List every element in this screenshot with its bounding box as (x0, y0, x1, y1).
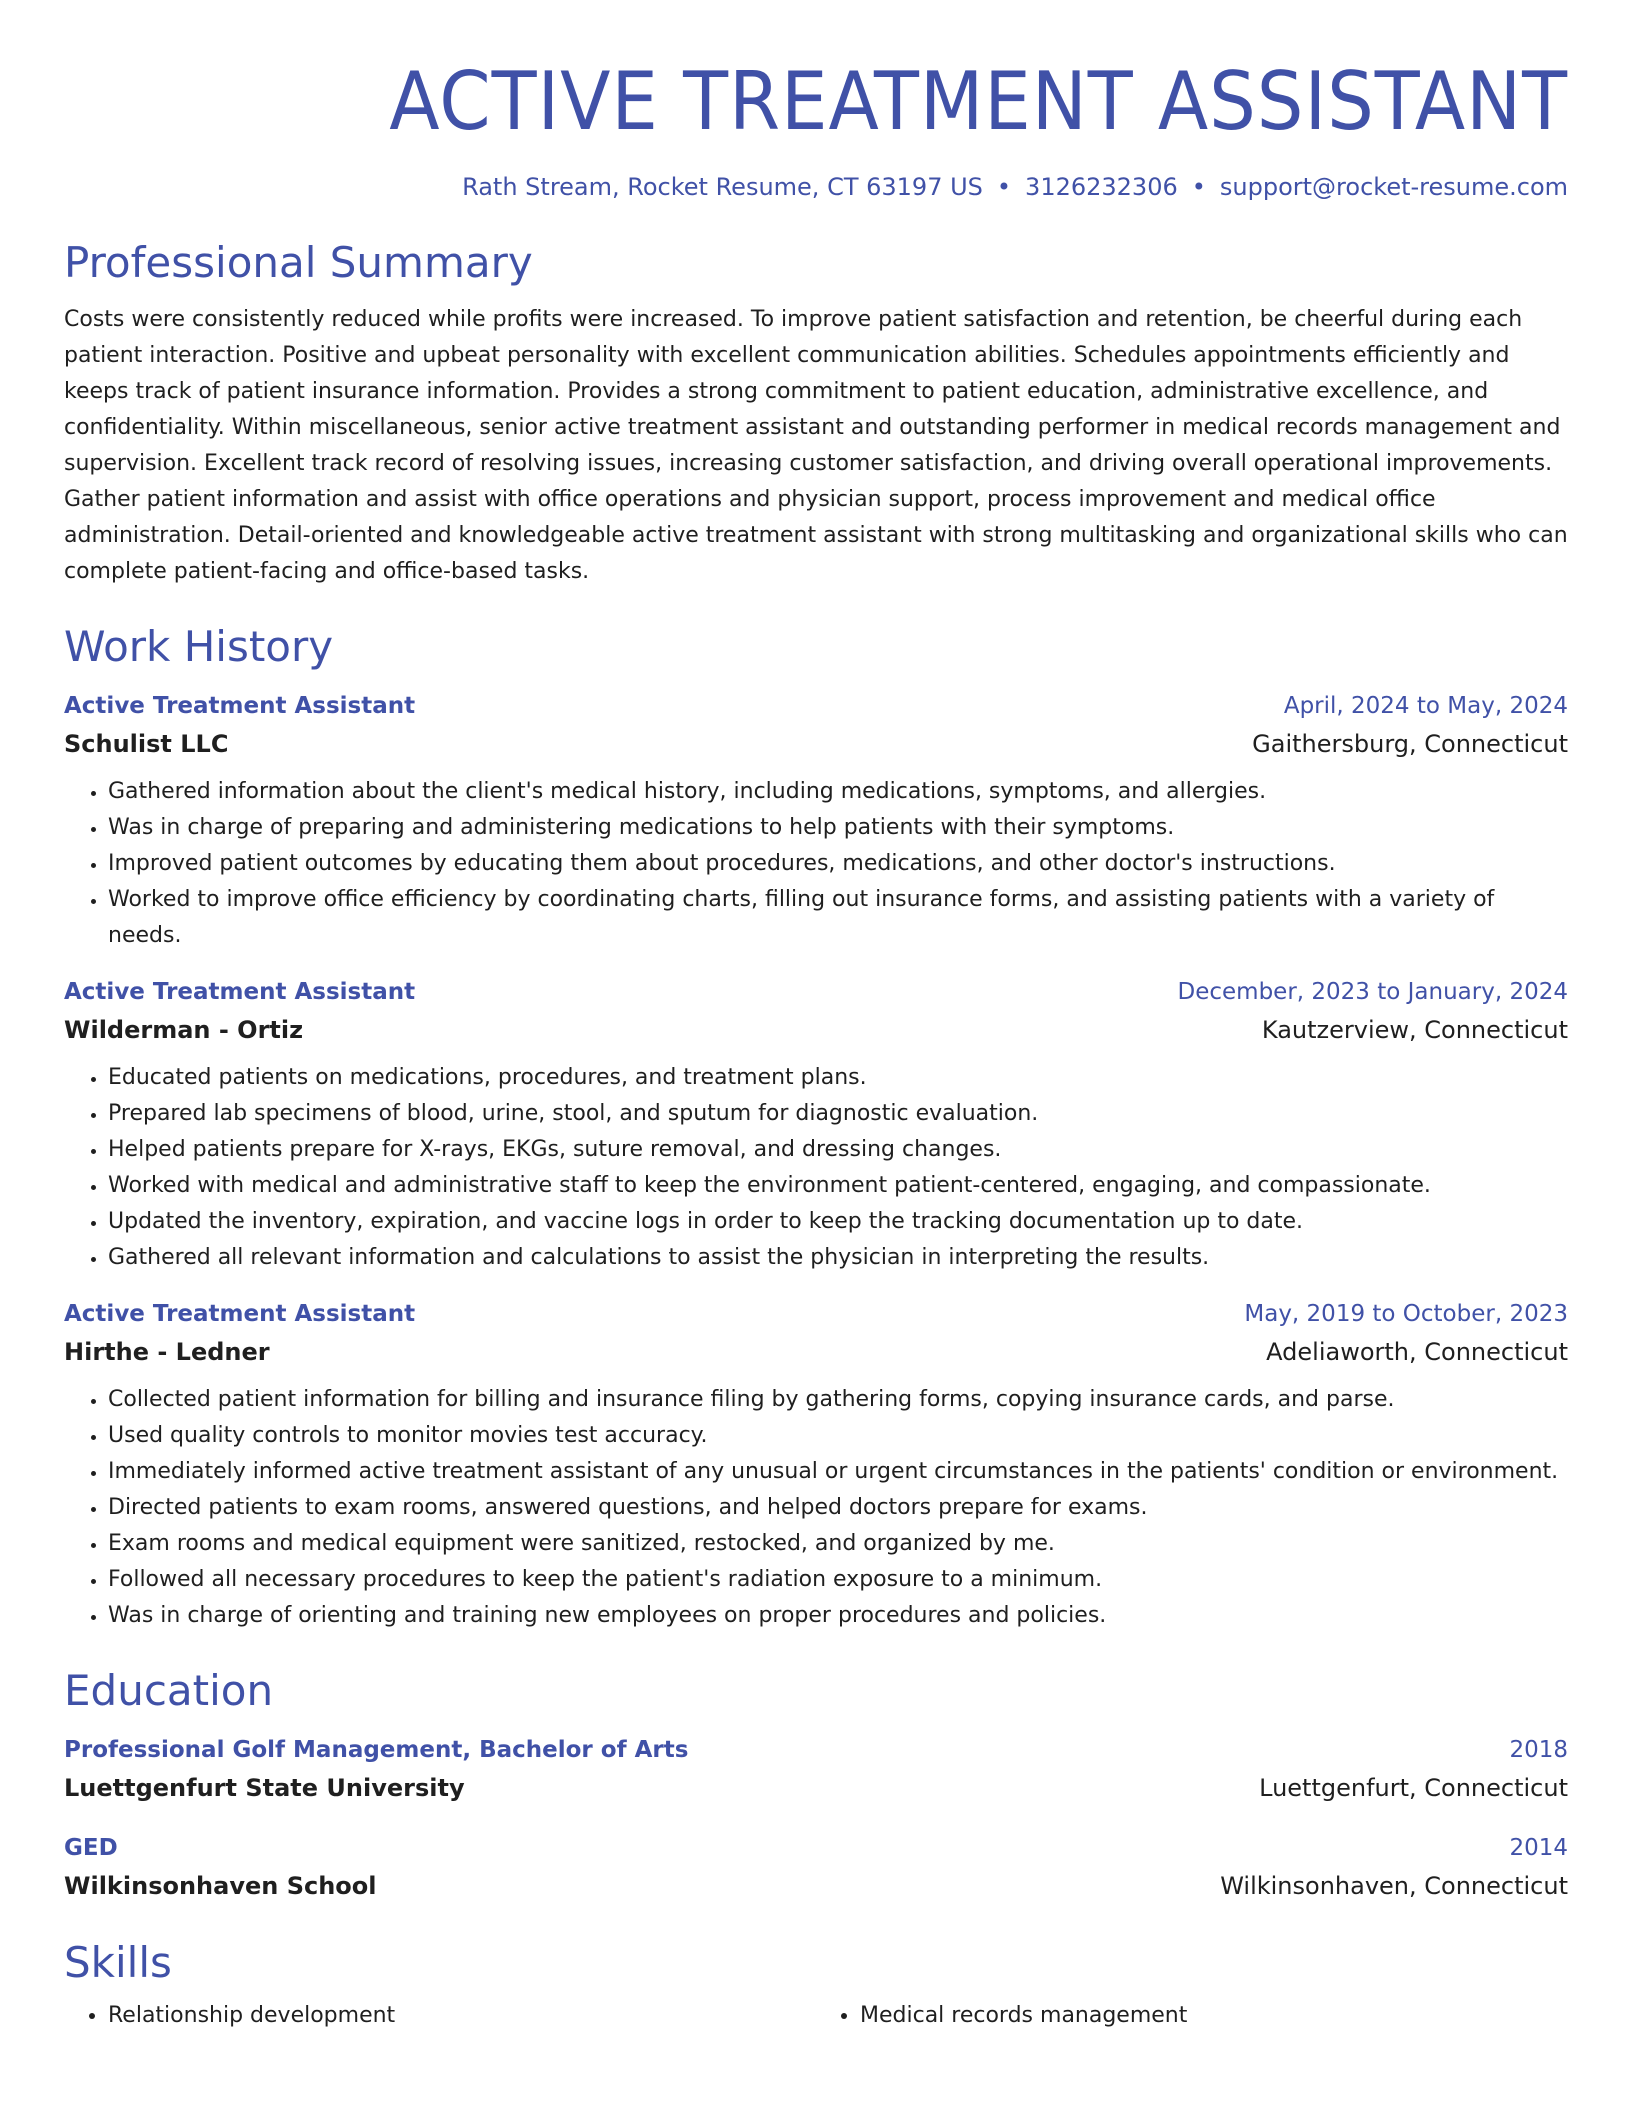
job-entry (64, 1296, 1568, 1634)
list-item: • Updated the inventory, expiration, and vaccine logs in order to keep the tracking documentation up to date. (108, 1204, 1568, 1240)
skills-section (64, 1936, 1568, 2034)
summary-text: Costs were consistently reduced while profits were increased. To improve patient satisfaction and retention, be cheerful during each patient interaction. Positive and upbeat personality with excellent communication abilities. Schedules appointments efficiently and keeps track of patient insurance information. Provides a strong commitment to patient education, administrative excellence, and confidentiality. Within miscellaneous, senior active treatment assistant and outstanding performer in medical records management and supervision. Excellent track record of resolving issues, increasing customer satisfaction, and driving overall operational improvements. Gather patient information and assist with office operations and physician support, process improvement and medical office administration. Detail-oriented and knowledgeable active treatment assistant with strong multitasking and organizational skills who can complete patient-facing and office-based tasks. (64, 307, 1568, 584)
list-item: • Improved patient outcomes by educating them about procedures, medications, and other doctor's instructions. (108, 846, 1568, 882)
contact-phone: 3126232306 (1025, 173, 1178, 201)
job-dates: December, 2023 to January, 2024 (1177, 979, 1568, 1005)
summary-section (64, 236, 1568, 590)
list-item: • Was in charge of orienting and training new employees on proper procedures and policies. (108, 1598, 1568, 1634)
job-title: Active Treatment Assistant (64, 693, 416, 719)
candidate-name: ACTIVE TREATMENT ASSISTANT (389, 55, 1568, 148)
job-location: Adeliaworth, Connecticut (1266, 1338, 1568, 1366)
contact-email[interactable]: support@rocket-resume.com (1219, 173, 1568, 201)
education-entry (64, 1830, 1568, 1906)
education-section (64, 1664, 1568, 1906)
list-item: • Used quality controls to monitor movies test accuracy. (108, 1418, 1568, 1454)
work-history-heading: Work History (64, 622, 334, 671)
education-degree: GED (64, 1835, 118, 1861)
job-dates: May, 2019 to October, 2023 (1244, 1301, 1568, 1327)
list-item: • Educated patients on medications, procedures, and treatment plans. (108, 1060, 1568, 1096)
education-year: 2014 (1509, 1835, 1568, 1861)
list-item: • Immediately informed active treatment assistant of any unusual or urgent circumstances in the patients' condition or environment. (108, 1454, 1568, 1490)
job-dates: April, 2024 to May, 2024 (1283, 693, 1568, 719)
resume-header (64, 52, 1568, 204)
contact-separator: • (1191, 173, 1206, 201)
job-bullets (64, 774, 1568, 954)
job-location: Gaithersburg, Connecticut (1252, 730, 1568, 758)
list-item: • Relationship development (108, 1998, 816, 2034)
education-entry (64, 1732, 1568, 1808)
contact-line (64, 170, 1568, 204)
job-employer: Wilderman - Ortiz (64, 1016, 304, 1044)
job-entry (64, 688, 1568, 954)
list-item: • Followed all necessary procedures to keep the patient's radiation exposure to a minimum. (108, 1562, 1568, 1598)
job-location: Kautzerview, Connecticut (1261, 1016, 1568, 1044)
job-entry (64, 974, 1568, 1276)
job-bullets (64, 1382, 1568, 1634)
skills-list (64, 1998, 1568, 2034)
education-location: Luettgenfurt, Connecticut (1259, 1774, 1568, 1802)
list-item: • Prepared lab specimens of blood, urine, stool, and sputum for diagnostic evaluation. (108, 1096, 1568, 1132)
education-location: Wilkinsonhaven, Connecticut (1220, 1872, 1568, 1900)
contact-address: Rath Stream, Rocket Resume, CT 63197 US (462, 173, 983, 201)
work-history-section (64, 620, 1568, 1634)
job-title: Active Treatment Assistant (64, 979, 416, 1005)
list-item: • Collected patient information for billing and insurance filing by gathering forms, copying insurance cards, and parse. (108, 1382, 1568, 1418)
list-item: • Helped patients prepare for X-rays, EKGs, suture removal, and dressing changes. (108, 1132, 1568, 1168)
list-item: • Gathered information about the client's medical history, including medications, symptoms, and allergies. (108, 774, 1568, 810)
education-degree: Professional Golf Management, Bachelor of Arts (64, 1737, 689, 1763)
education-heading: Education (64, 1666, 274, 1715)
list-item: • Medical records management (860, 1998, 1568, 2034)
contact-separator: • (996, 173, 1012, 201)
education-school: Wilkinsonhaven School (64, 1872, 377, 1900)
list-item: • Worked to improve office efficiency by coordinating charts, filling out insurance forms, and assisting patients with a variety of needs. (108, 882, 1568, 954)
list-item: • Gathered all relevant information and calculations to assist the physician in interpreting the results. (108, 1240, 1568, 1276)
list-item: • Worked with medical and administrative staff to keep the environment patient-centered, engaging, and compassionate. (108, 1168, 1568, 1204)
list-item: • Was in charge of preparing and administering medications to help patients with their symptoms. (108, 810, 1568, 846)
job-employer: Hirthe - Ledner (64, 1338, 270, 1366)
job-title: Active Treatment Assistant (64, 1301, 416, 1327)
summary-heading: Professional Summary (64, 238, 533, 287)
education-year: 2018 (1509, 1737, 1568, 1763)
job-bullets (64, 1060, 1568, 1276)
skills-heading: Skills (64, 1938, 172, 1987)
job-employer: Schulist LLC (64, 730, 229, 758)
education-school: Luettgenfurt State University (64, 1774, 465, 1802)
list-item: • Exam rooms and medical equipment were sanitized, restocked, and organized by me. (108, 1526, 1568, 1562)
list-item: • Directed patients to exam rooms, answered questions, and helped doctors prepare for exams. (108, 1490, 1568, 1526)
